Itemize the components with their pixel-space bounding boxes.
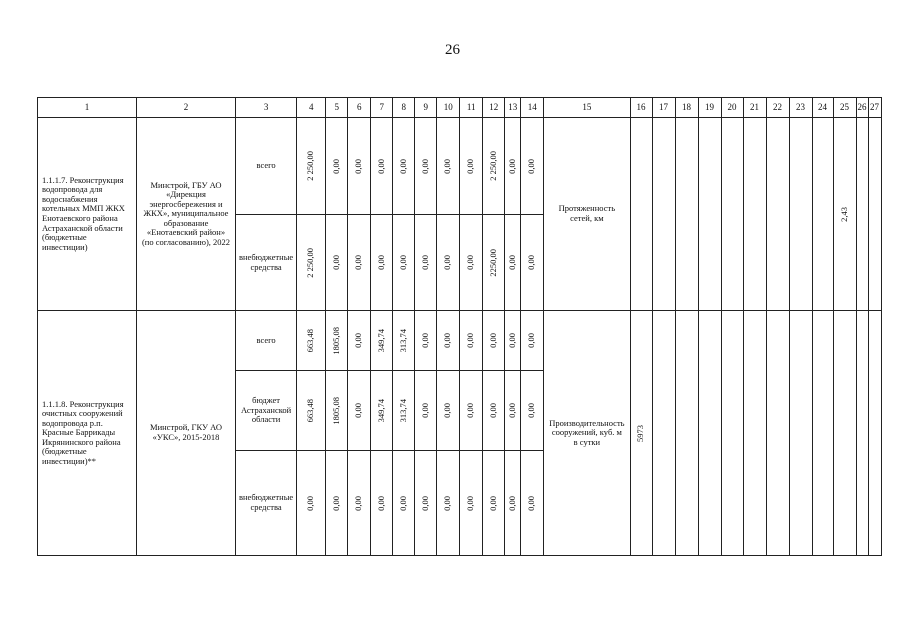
indicator-name: Производительность сооружений, куб. м в сутки [544,311,630,556]
funding-value-col-13 [505,311,521,371]
funding-value: 0,00 [442,255,453,270]
indicator-value-col-22 [766,311,789,556]
funding-value-col-12 [483,451,505,556]
funding-value-col-8 [393,371,415,451]
indicator-value-col-26 [856,118,868,311]
column-number-22: 22 [766,98,789,118]
column-number-11: 11 [460,98,483,118]
funding-value-col-14 [521,311,544,371]
funding-value: 0,00 [526,333,537,348]
indicator-value-col-16 [630,118,652,311]
funding-value-col-12 [483,311,505,371]
funding-value: 0,00 [487,333,498,348]
funding-value: 0,00 [526,158,537,174]
funding-value-col-8 [393,215,415,311]
funding-value-col-11 [460,451,483,556]
column-number-1: 1 [38,98,137,118]
funding-value-col-4 [297,451,326,556]
funding-value: 0,00 [375,255,386,270]
funding-value: 0,00 [397,495,408,511]
funding-value: 0,00 [305,495,316,511]
funding-value-col-6 [348,311,371,371]
measure-description: 1.1.1.8. Реконструкция очистных сооружений водопровода р.п. Красные Баррикады Икрянинского района (бюджетные инвестиции)** [38,311,137,556]
funding-value: 0,00 [375,158,386,174]
funding-value: 0,00 [506,495,517,511]
funding-value-col-10 [437,451,460,556]
funding-source: всего [236,118,297,215]
column-number-14: 14 [521,98,544,118]
indicator-value-col-24 [812,118,833,311]
funding-value: 0,00 [419,403,430,418]
funding-value-col-14 [521,118,544,215]
funding-value-col-6 [348,215,371,311]
funding-value: 0,00 [353,158,364,174]
funding-value: 0,00 [330,158,341,174]
funding-value-col-9 [415,118,437,215]
column-number-21: 21 [743,98,766,118]
column-number-24: 24 [812,98,833,118]
indicator-value-col-18 [675,311,698,556]
indicator-value-col-25 [833,311,856,556]
funding-source: всего [236,311,297,371]
funding-source: внебюджетные средства [236,451,297,556]
page-number: 26 [445,42,460,58]
funding-value: 0,00 [419,158,430,174]
funding-value-col-12 [483,215,505,311]
funding-value: 0,00 [526,495,537,511]
funding-value-col-7 [371,371,393,451]
indicator-value-col-24 [812,311,833,556]
column-number-12: 12 [483,98,505,118]
funding-value: 0,00 [353,495,364,511]
funding-value: 0,00 [442,495,453,511]
program-table [37,97,882,556]
column-number-20: 20 [721,98,743,118]
indicator-value-col-16 [630,311,652,556]
funding-value: 0,00 [442,333,453,348]
column-number-4: 4 [297,98,326,118]
column-number-16: 16 [630,98,652,118]
indicator-value-col-26 [856,311,868,556]
funding-value: 2 250,00 [305,247,316,278]
funding-value-col-11 [460,215,483,311]
funding-value-col-7 [371,311,393,371]
funding-value: 0,00 [353,255,364,270]
column-number-25: 25 [833,98,856,118]
column-number-17: 17 [652,98,675,118]
funding-value: 313,74 [397,328,408,353]
funding-value: 663,48 [305,328,316,353]
funding-value-col-8 [393,451,415,556]
indicator-value-col-21 [743,118,766,311]
measure-executor: Минстрой, ГБУ АО «Дирекция энергосбережения и ЖКХ», муниципальное образование «Енотаевский район» (по согласованию), 2022 [137,118,236,311]
indicator-value-col-17 [652,118,675,311]
funding-source: бюджет Астраханской области [236,371,297,451]
header-row [38,98,882,118]
indicator-value-col-17 [652,311,675,556]
funding-value-col-14 [521,215,544,311]
funding-value: 0,00 [526,403,537,418]
funding-value-col-4 [297,311,326,371]
funding-value: 0,00 [353,403,364,418]
column-number-3: 3 [236,98,297,118]
funding-value-col-12 [483,118,505,215]
funding-value: 0,00 [465,333,476,348]
indicator-value-col-21 [743,311,766,556]
indicator-value-col-27 [868,311,881,556]
funding-value-col-13 [505,118,521,215]
funding-value: 0,00 [526,255,537,270]
indicator-value: 2,43 [838,206,849,222]
column-number-15: 15 [544,98,630,118]
column-number-7: 7 [371,98,393,118]
funding-value: 0,00 [506,158,517,174]
funding-value: 0,00 [442,158,453,174]
funding-value: 1805,08 [330,326,341,355]
funding-value-col-11 [460,311,483,371]
funding-value-col-10 [437,371,460,451]
funding-value-col-14 [521,371,544,451]
column-number-8: 8 [393,98,415,118]
funding-value-col-4 [297,371,326,451]
indicator-value-col-23 [789,118,812,311]
funding-value-col-11 [460,371,483,451]
funding-value-col-5 [326,451,348,556]
indicator-value: 5973 [635,424,646,442]
funding-value: 2250,00 [487,248,498,277]
funding-value-col-5 [326,311,348,371]
measure-description: 1.1.1.7. Реконструкция водопровода для водоснабжения котельных ММП ЖКХ Енотаевского района Астраханской области (бюджетные инвестиции) [38,118,137,311]
funding-value: 2 250,00 [305,151,316,181]
funding-value-col-14 [521,451,544,556]
funding-value: 313,74 [397,398,408,423]
funding-value-col-13 [505,215,521,311]
funding-source: внебюджетные средства [236,215,297,311]
column-number-13: 13 [505,98,521,118]
funding-value: 0,00 [353,333,364,348]
funding-value-col-7 [371,215,393,311]
indicator-value-col-20 [721,118,743,311]
column-number-19: 19 [698,98,721,118]
funding-value: 0,00 [397,255,408,270]
funding-value-col-8 [393,311,415,371]
column-number-26: 26 [856,98,868,118]
funding-value: 0,00 [419,495,430,511]
funding-value: 0,00 [506,403,517,418]
funding-value-col-13 [505,371,521,451]
data-row [38,118,882,215]
indicator-value-col-23 [789,311,812,556]
funding-value-col-7 [371,451,393,556]
funding-value-col-6 [348,118,371,215]
indicator-value-col-20 [721,311,743,556]
funding-value: 1805,08 [330,396,341,425]
funding-value: 0,00 [419,333,430,348]
funding-value: 0,00 [465,403,476,418]
funding-value: 349,74 [375,328,386,353]
indicator-value-col-18 [675,118,698,311]
funding-value-col-9 [415,371,437,451]
column-number-10: 10 [437,98,460,118]
funding-value-col-9 [415,311,437,371]
funding-value: 0,00 [487,403,498,418]
funding-value-col-10 [437,118,460,215]
funding-value: 0,00 [330,255,341,270]
funding-value-col-5 [326,215,348,311]
funding-value: 0,00 [506,255,517,270]
funding-value-col-12 [483,371,505,451]
funding-value-col-9 [415,451,437,556]
funding-value: 0,00 [442,403,453,418]
measure-executor: Минстрой, ГКУ АО «УКС», 2015-2018 [137,311,236,556]
funding-value-col-10 [437,215,460,311]
indicator-value-col-25 [833,118,856,311]
column-number-2: 2 [137,98,236,118]
funding-value-col-5 [326,371,348,451]
funding-value-col-6 [348,451,371,556]
column-number-5: 5 [326,98,348,118]
column-number-23: 23 [789,98,812,118]
data-row [38,311,882,371]
funding-value-col-4 [297,215,326,311]
funding-value-col-11 [460,118,483,215]
funding-value-col-6 [348,371,371,451]
funding-value: 0,00 [465,495,476,511]
funding-value-col-7 [371,118,393,215]
funding-value: 0,00 [397,158,408,174]
funding-value-col-4 [297,118,326,215]
indicator-name: Протяженность сетей, км [544,118,630,311]
indicator-value-col-19 [698,311,721,556]
indicator-value-col-22 [766,118,789,311]
indicator-value-col-27 [868,118,881,311]
column-number-18: 18 [675,98,698,118]
funding-value-col-13 [505,451,521,556]
funding-value-col-9 [415,215,437,311]
funding-value: 0,00 [419,255,430,270]
funding-value: 0,00 [506,333,517,348]
column-number-6: 6 [348,98,371,118]
column-number-9: 9 [415,98,437,118]
funding-value-col-5 [326,118,348,215]
funding-value: 0,00 [465,158,476,174]
funding-value-col-8 [393,118,415,215]
funding-value: 2 250,00 [487,151,498,181]
funding-value-col-10 [437,311,460,371]
funding-value: 0,00 [487,495,498,511]
column-number-27: 27 [868,98,881,118]
funding-value: 0,00 [330,495,341,511]
indicator-value-col-19 [698,118,721,311]
funding-value: 349,74 [375,398,386,423]
funding-value: 0,00 [375,495,386,511]
funding-value: 663,48 [305,398,316,423]
funding-value: 0,00 [465,255,476,270]
